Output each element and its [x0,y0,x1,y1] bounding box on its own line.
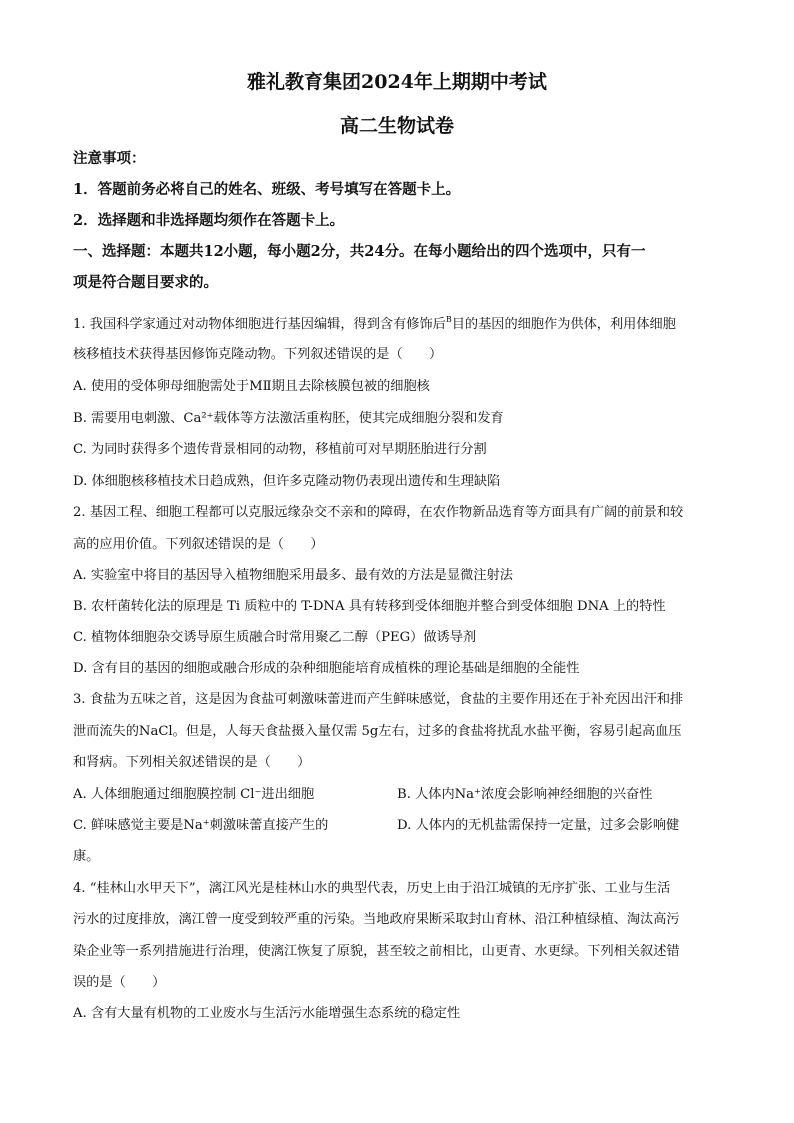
question-1-stem-line [73,316,676,331]
question-2-stem-line: 2. 基因工程、细胞工程都可以克服远缘杂交不亲和的障碍，在农作物新品选育等方面具有广阔的前景和较 [73,505,684,520]
question-1-stem-superscript: B [445,315,452,324]
question-4-stem-line: 染企业等一系列措施进行治理，使漓江恢复了原貌，甚至较之前相比，山更青、水更绿。下列相关叙述错 [73,944,680,959]
question-3-option-c: C. 鲜味感觉主要是Na⁺刺激味蕾直接产生的 [73,818,329,833]
section-heading-line: 一、选择题：本题共12小题，每小题2分，共24分。在每小题给出的四个选项中，只有一 [73,243,646,260]
question-1-stem-line: 核移植技术获得基因修饰克隆动物。下列叙述错误的是（ ） [73,347,443,362]
question-1-option-a: A. 使用的受体卵母细胞需处于MⅡ期且去除核膜包被的细胞核 [73,379,430,394]
question-3-stem-line: 泄而流失的NaCl。但是，人每天食盐摄入量仅需 5g左右，过多的食盐将扰乱水盐平衡，容易引起高血压 [73,724,682,739]
question-4-stem-line: 4. “桂林山水甲天下”，漓江风光是桂林山水的典型代表，历史上由于沿江城镇的无序扩张、工业与生活 [73,881,671,896]
question-3-option-a: A. 人体细胞通过细胞膜控制 Cl⁻进出细胞 [73,787,315,802]
question-1-option-c: C. 为同时获得多个遗传背景相同的动物，移植前可对早期胚胎进行分割 [73,442,487,457]
exam-title: 雅礼教育集团2024年上期期中考试 [247,71,547,93]
question-4-stem-line: 误的是（ ） [73,975,166,990]
question-3-option-d: D. 人体内的无机盐需保持一定量，过多会影响健 [397,818,680,833]
notice-item: 1．答题前务必将自己的姓名、班级、考号填写在答题卡上。 [73,181,461,198]
question-1-option-b: B. 需要用电刺激、Ca²⁺载体等方法激活重构胚，使其完成细胞分裂和发育 [73,411,504,426]
section-heading-line: 项是符合题目要求的。 [73,274,218,291]
exam-subtitle: 高二生物试卷 [339,115,454,137]
question-2-option-d: D. 含有目的基因的细胞或融合形成的杂种细胞能培育成植株的理论基础是细胞的全能性 [73,661,580,676]
question-3-stem-line: 和肾病。下列相关叙述错误的是（ ） [73,755,311,770]
question-4-option-a: A. 含有大量有机物的工业废水与生活污水能增强生态系统的稳定性 [73,1006,461,1021]
question-2-option-a: A. 实验室中将目的基因导入植物细胞采用最多、最有效的方法是显微注射法 [73,568,513,583]
question-2-stem-line: 高的应用价值。下列叙述错误的是（ ） [73,537,324,552]
notice-item: 2．选择题和非选择题均须作在答题卡上。 [73,212,345,229]
question-3-option-d-wrap: 康。 [73,849,100,864]
question-4-stem-line: 污水的过度排放，漓江曾一度受到较严重的污染。当地政府果断采取封山育林、沿江种植绿植、淘汰高污 [73,912,680,927]
question-2-option-c: C. 植物体细胞杂交诱导原生质融合时常用聚乙二醇（PEG）做诱导剂 [73,630,477,645]
question-1-option-d: D. 体细胞核移植技术日趋成熟，但许多克隆动物仍表现出遗传和生理缺陷 [73,474,501,489]
notice-heading: 注意事项： [73,150,146,167]
question-3-stem-line: 3. 食盐为五味之首，这是因为食盐可刺激味蕾进而产生鲜味感觉，食盐的主要作用还在于补充因出汗和排 [73,692,684,707]
question-1-stem-part: 目的基因的细胞作为供体，利用体细胞 [451,317,676,332]
question-3-option-b: B. 人体内Na⁺浓度会影响神经细胞的兴奋性 [397,787,653,802]
question-2-option-b: B. 农杆菌转化法的原理是 Ti 质粒中的 T-DNA 具有转移到受体细胞并整合到受体细胞 DNA 上的特性 [73,599,666,614]
question-1-stem-part: 1. 我国科学家通过对动物体细胞进行基因编辑，得到含有修饰后 [73,317,446,332]
